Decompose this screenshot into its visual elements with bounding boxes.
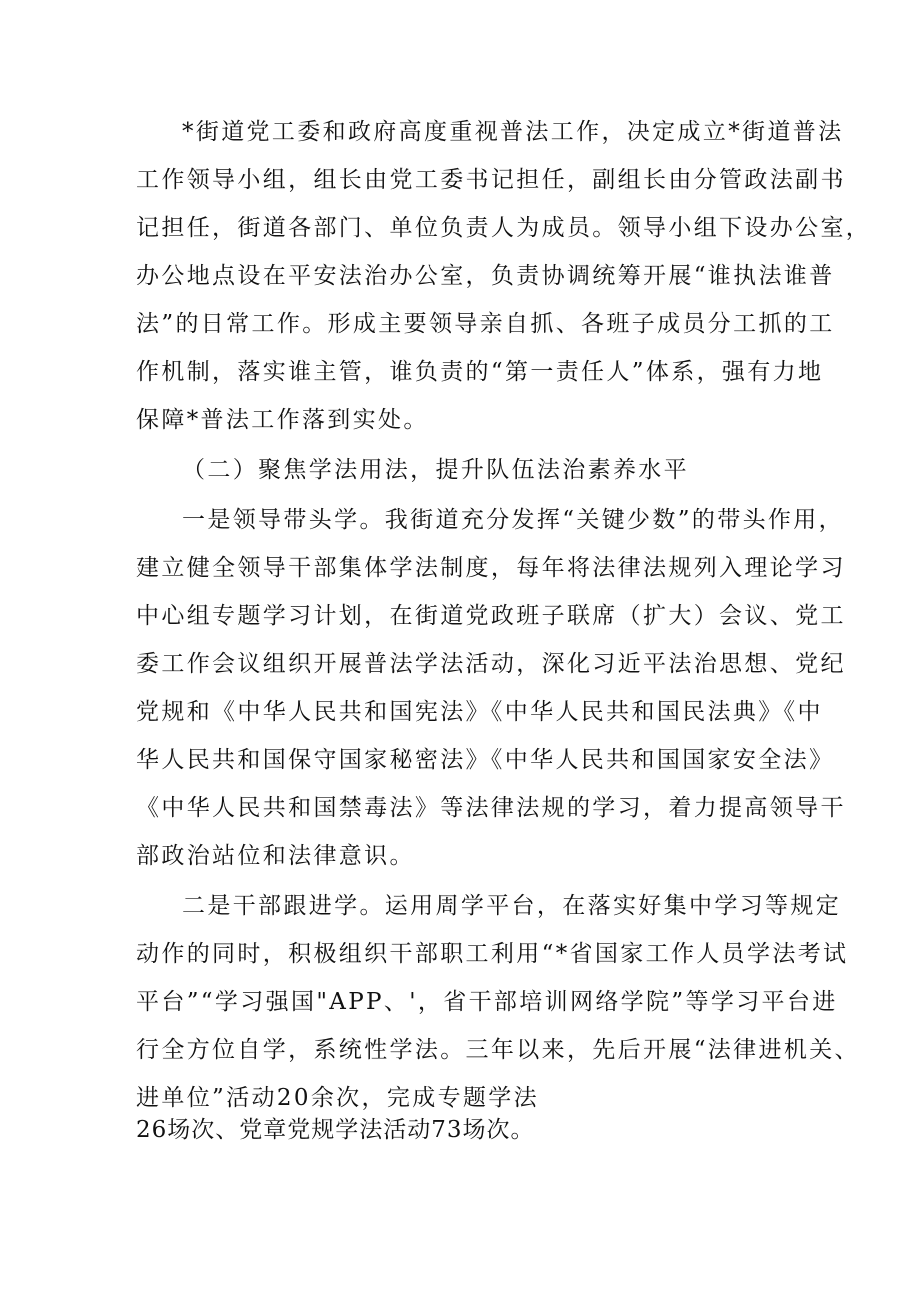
paragraph-2-line-2: 建立健全领导干部集体学法制度，每年将法律法规列入理论学习 <box>136 555 846 581</box>
paragraph-3-line-5: 进单位”活动20余次，完成专题学法 <box>136 1085 539 1111</box>
paragraph-2-line-3: 中心组专题学习计划，在街道党政班子联席（扩大）会议、党工 <box>136 603 846 629</box>
paragraph-2-line-5: 党规和《中华人民共和国宪法》《中华人民共和国民法典》《中 <box>136 699 823 725</box>
paragraph-2-line-1: 一是领导带头学。我街道充分发挥“关键少数”的带头作用， <box>182 507 844 533</box>
paragraph-2-line-8: 部政治站位和法律意识。 <box>136 843 415 869</box>
paragraph-3-line-4: 行全方位自学，系统性学法。三年以来，先后开展“法律进机关、 <box>136 1037 860 1063</box>
section-heading: （二）聚焦学法用法，提升队伍法治素养水平 <box>182 457 689 483</box>
paragraph-1-line-2: 工作领导小组，组长由党工委书记担任，副组长由分管政法副书 <box>136 167 846 193</box>
paragraph-1-line-1: *街道党工委和政府高度重视普法工作，决定成立*街道普法 <box>182 119 844 145</box>
paragraph-3-line-1: 二是干部跟进学。运用周学平台，在落实好集中学习等规定 <box>182 893 842 919</box>
paragraph-2-line-6: 华人民共和国保守国家秘密法》《中华人民共和国国家安全法》 <box>136 747 835 773</box>
paragraph-3-line-2: 动作的同时，积极组织干部职工利用“*省国家工作人员学法考试 <box>136 941 849 967</box>
paragraph-1-line-6: 作机制，落实谁主管，谁负责的“第一责任人”体系，强有力地 <box>136 359 824 385</box>
paragraph-1-line-4: 办公地点设在平安法治办公室，负责协调统筹开展“谁执法谁普 <box>136 263 835 289</box>
paragraph-3-line-6: 26场次、党章党规学法活动73场次。 <box>136 1117 535 1143</box>
paragraph-2-line-7: 《中华人民共和国禁毒法》等法律法规的学习，着力提高领导干 <box>136 795 846 821</box>
paragraph-1-line-5: 法”的日常工作。形成主要领导亲自抓、各班子成员分工抓的工 <box>136 311 835 337</box>
paragraph-1-line-3: 记担任，街道各部门、单位负责人为成员。领导小组下设办公室， <box>136 215 872 241</box>
paragraph-2-line-4: 委工作会议组织开展普法学法活动，深化习近平法治思想、党纪 <box>136 651 846 677</box>
paragraph-3-line-3: 平台”“学习强国"APP、'，省干部培训网络学院”等学习平台进 <box>136 989 838 1015</box>
paragraph-1-line-7: 保障*普法工作落到实处。 <box>136 407 429 433</box>
